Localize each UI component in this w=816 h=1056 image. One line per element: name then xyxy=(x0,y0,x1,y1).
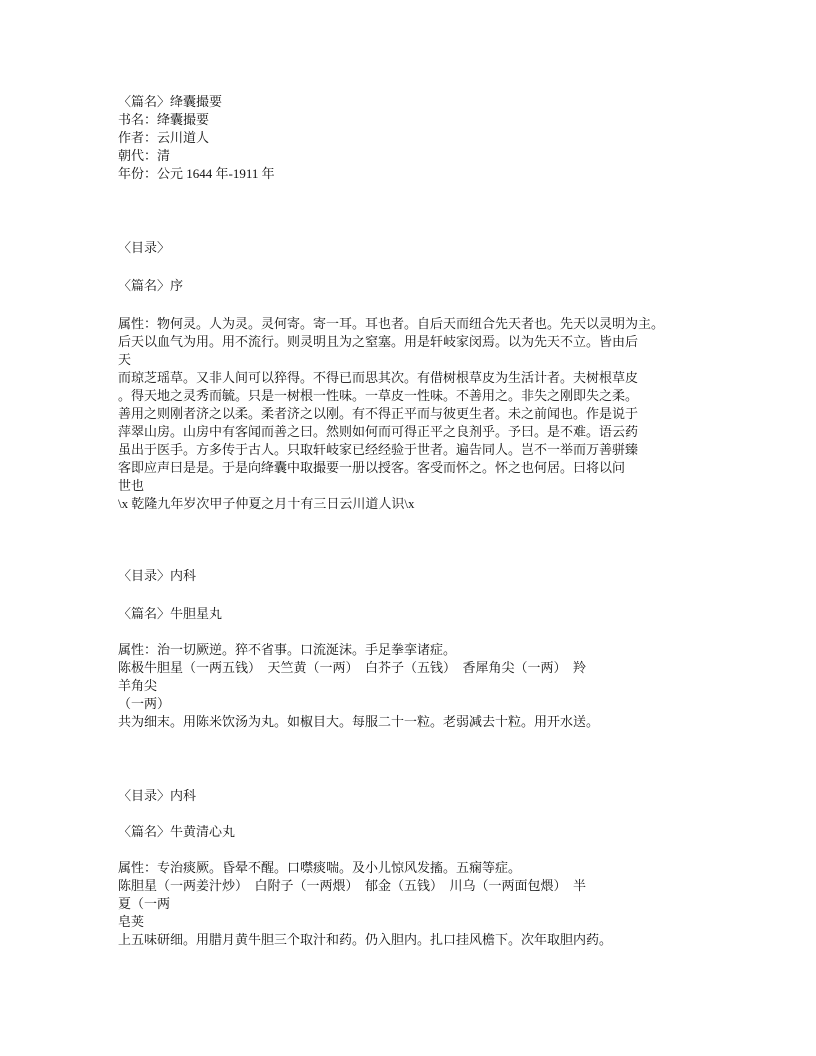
recipe2-body xyxy=(118,859,612,949)
text-line: 共为细末。用陈米饮汤为丸。如椒目大。每服二十一粒。老弱减去十粒。用开水送。 xyxy=(118,714,600,729)
text-line: 皂荚 xyxy=(118,914,145,929)
text-line: 属性：治一切厥逆。猝不省事。口流涎沫。手足拳挛诸症。 xyxy=(118,642,457,657)
toc-heading: 〈目录〉内科 xyxy=(118,568,197,583)
text-line: 后天以血气为用。用不流行。则灵明且为之窒塞。用是轩岐家闵焉。以为先天不立。皆由后 xyxy=(118,334,639,349)
text-line: 善用之则刚者济之以柔。柔者济之以刚。有不得正平而与彼更生者。未之前闻也。作是说于 xyxy=(118,406,639,421)
text-line: 。得天地之灵秀而毓。只是一树根一性味。一草皮一性味。不善用之。非失之刚即失之柔。 xyxy=(118,388,639,403)
text-line: 萍翠山房。山房中有客闻而善之曰。然则如何而可得正平之良剂乎。予曰。是不难。语云药 xyxy=(118,424,639,439)
text-line: 上五味研细。用腊月黄牛胆三个取汁和药。仍入胆内。扎口挂风檐下。次年取胆内药。 xyxy=(118,932,613,947)
toc-heading: 〈目录〉 xyxy=(118,240,171,255)
header-line: 书名：绛囊撮要 xyxy=(118,112,210,127)
section-title: 〈篇名〉牛胆星丸 xyxy=(118,606,223,621)
section-title: 〈篇名〉序 xyxy=(118,278,184,293)
text-line: 天 xyxy=(118,352,132,367)
text-line: \x 乾隆九年岁次甲子仲夏之月十有三日云川道人识\x xyxy=(118,496,415,511)
book-header xyxy=(118,93,275,183)
recipe1-body xyxy=(118,641,599,731)
toc-heading: 〈目录〉内科 xyxy=(118,788,197,803)
text-line: 属性：物何灵。人为灵。灵何寄。寄一耳。耳也者。自后天而纽合先天者也。先天以灵明为主。 xyxy=(118,316,665,331)
text-line: 而琼芝瑶草。又非人间可以猝得。不得已而思其次。有借树根草皮为生活计者。夫树根草皮 xyxy=(118,370,639,385)
section-title: 〈篇名〉牛黄清心丸 xyxy=(118,824,236,839)
header-line: 作者：云川道人 xyxy=(118,130,210,145)
text-line: 属性：专治痰厥。昏晕不醒。口噤痰喘。及小儿惊风发搐。五痫等症。 xyxy=(118,860,522,875)
preface-body xyxy=(118,315,664,513)
text-line: 陈胆星（一两姜汁炒） 白附子（一两煨） 郁金（五钱） 川乌（一两面包煨） 半 xyxy=(118,878,587,893)
text-line: 羊角尖 xyxy=(118,678,158,693)
text-line: 世也 xyxy=(118,478,145,493)
header-line: 〈篇名〉绛囊撮要 xyxy=(118,94,223,109)
text-line: 客即应声曰是是。于是向绛囊中取撮要一册以授客。客受而怀之。怀之也何居。曰将以问 xyxy=(118,460,626,475)
text-line: 夏（一两 xyxy=(118,896,171,911)
text-line: （一两） xyxy=(118,696,171,711)
header-line: 年份：公元 1644 年-1911 年 xyxy=(118,166,275,181)
text-line: 虽出于医手。方多传于古人。只取轩岐家已经经验于世者。遍告同人。岂不一举而万善骈臻 xyxy=(118,442,639,457)
text-line: 陈极牛胆星（一两五钱） 天竺黄（一两） 白芥子（五钱） 香犀角尖（一两） 羚 xyxy=(118,660,587,675)
header-line: 朝代：清 xyxy=(118,148,171,163)
